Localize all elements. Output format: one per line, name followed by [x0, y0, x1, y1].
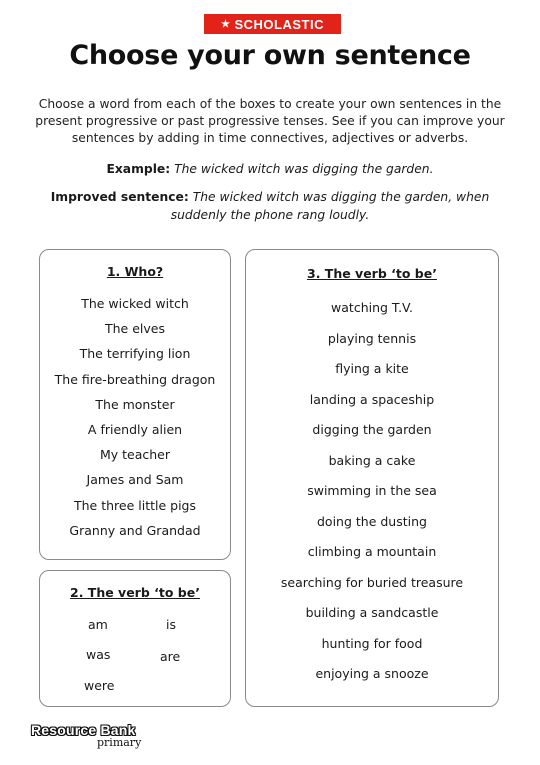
who-heading: 1. Who?	[106, 264, 164, 279]
resource-bank-subtitle: primary	[97, 736, 142, 749]
verb-box	[39, 570, 231, 707]
list-item: Granny and Grandad	[69, 522, 201, 538]
action-list	[246, 293, 498, 690]
list-item: flying a kite	[335, 361, 409, 376]
list-item: building a sandcastle	[305, 605, 439, 620]
list-item: digging the garden	[312, 422, 432, 437]
scholastic-logo	[204, 14, 341, 34]
list-item: playing tennis	[327, 330, 417, 346]
who-box	[39, 249, 231, 560]
list-item: climbing a mountain	[307, 544, 437, 559]
list-item: doing the dusting	[317, 513, 427, 529]
logo-text: SCHOLASTIC	[234, 16, 324, 32]
action-heading: 3. The verb ‘to be’	[307, 266, 437, 281]
action-box	[245, 249, 499, 707]
list-item: am	[88, 617, 108, 632]
list-item: The monster	[95, 396, 175, 412]
list-item: hunting for food	[321, 635, 423, 651]
list-item: swimming in the sea	[307, 483, 437, 498]
example-text: The wicked witch was digging the garden.	[174, 162, 434, 176]
list-item: The wicked witch	[81, 296, 189, 311]
list-item: enjoying a snooze	[315, 666, 429, 681]
verb-heading: 2. The verb ‘to be’	[70, 585, 200, 600]
intro-text: Choose a word from each of the boxes to create your own sentences in the present progressive or past progressive tenses. See if you can improve your sentences by adding in time connectives, adjectives or adverbs.	[35, 97, 505, 145]
list-item: were	[84, 678, 115, 693]
example-line	[0, 162, 540, 176]
improved-label: Improved sentence:	[50, 190, 189, 204]
list-item: My teacher	[99, 447, 171, 463]
improved-line	[30, 188, 510, 224]
list-item: landing a spaceship	[309, 391, 435, 407]
list-item: baking a cake	[328, 452, 416, 468]
list-item: The elves	[105, 321, 165, 337]
list-item: are	[160, 649, 181, 664]
list-item: The fire-breathing dragon	[54, 371, 216, 387]
improved-text: The wicked witch was digging the garden, when suddenly the phone rang loudly.	[170, 190, 490, 222]
who-list	[40, 291, 230, 543]
star-icon: ★	[221, 18, 231, 30]
resource-bank-logo	[31, 722, 141, 749]
page-title: Choose your own sentence	[69, 40, 471, 71]
list-item: The terrifying lion	[79, 346, 191, 362]
list-item: A friendly alien	[87, 421, 183, 437]
example-label: Example:	[106, 162, 171, 176]
list-item: was	[86, 647, 111, 662]
list-item: watching T.V.	[331, 300, 413, 315]
list-item: The three little pigs	[73, 497, 196, 513]
resource-bank-title: Resource Bank	[31, 722, 136, 738]
list-item: searching for buried treasure	[280, 574, 464, 590]
list-item: James and Sam	[86, 472, 184, 488]
list-item: is	[166, 617, 176, 632]
